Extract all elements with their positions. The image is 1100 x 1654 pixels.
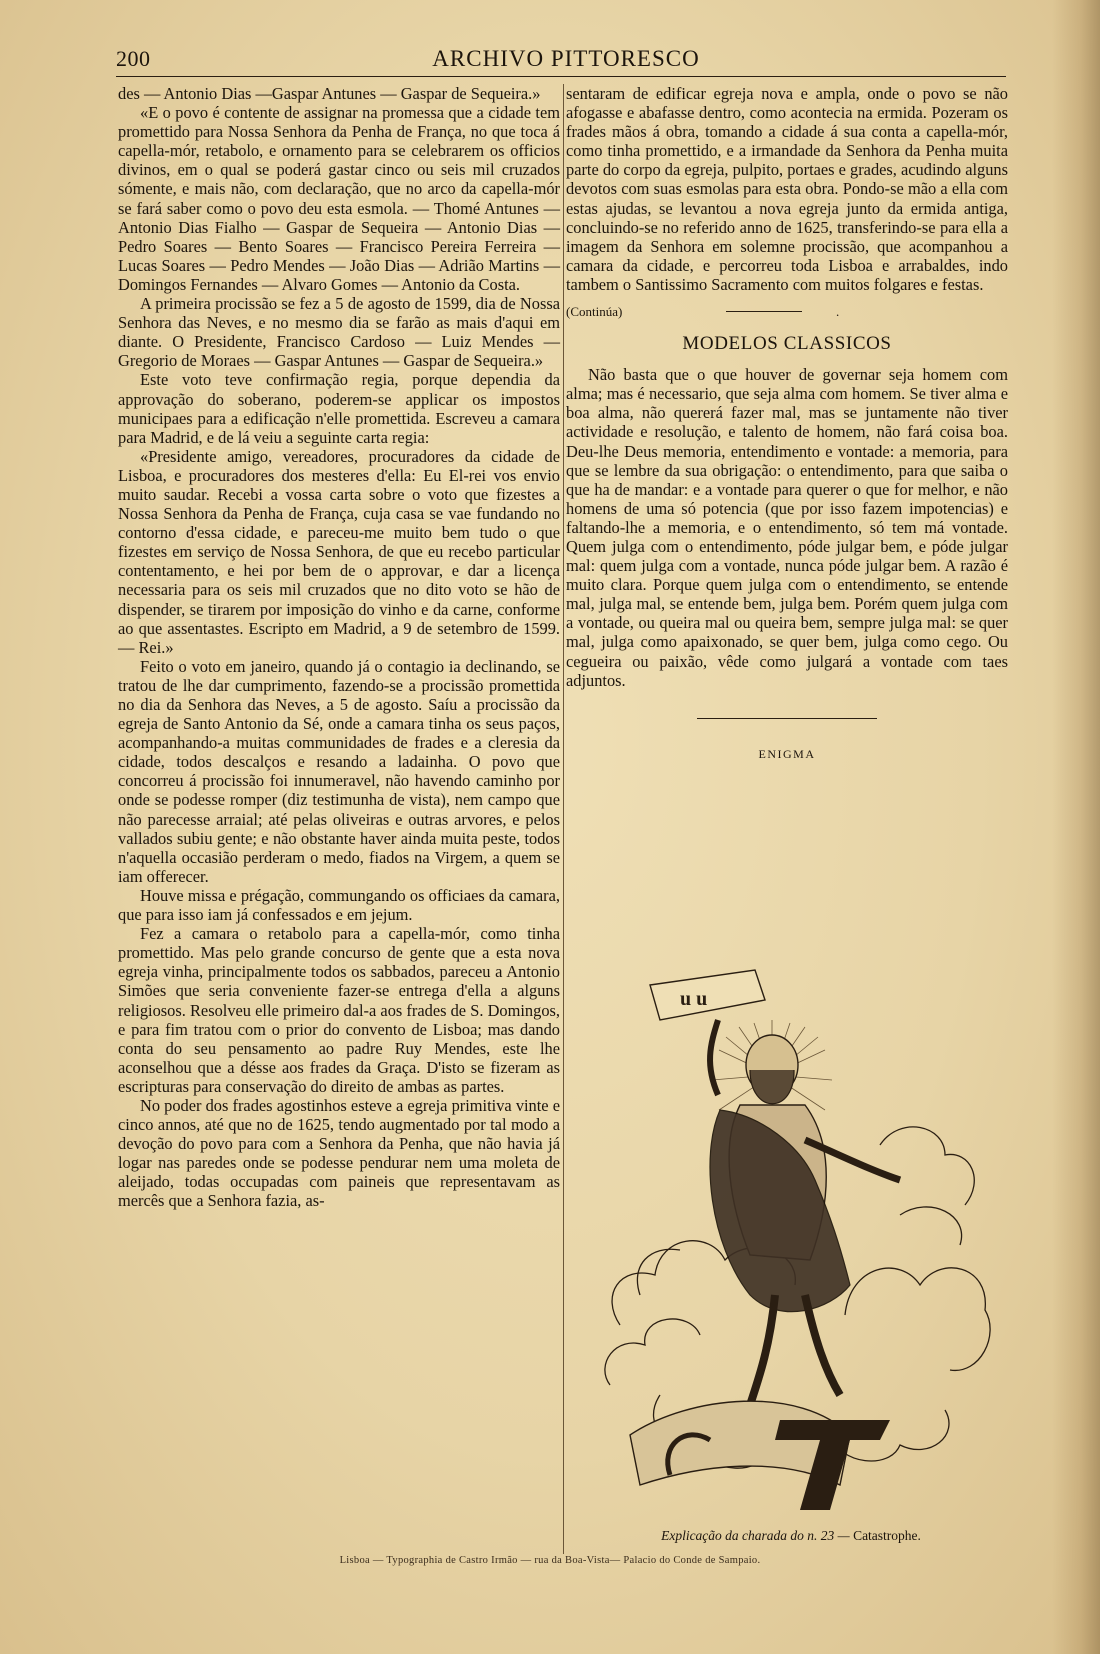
illustration-caption bbox=[576, 1528, 1006, 1544]
continued-note bbox=[566, 302, 1008, 320]
section-separator bbox=[697, 718, 877, 719]
paragraph: Houve missa e prégação, commungando os officiaes da camara, que para isso iam já confessados e em jejum. bbox=[118, 885, 560, 925]
banner-flag bbox=[650, 970, 765, 1020]
header-rule bbox=[116, 76, 1006, 77]
column-rule bbox=[563, 84, 564, 1554]
caption-answer: Catastrophe. bbox=[853, 1528, 921, 1543]
paragraph: Não basta que o que houver de governar seja homem com alma; mas é necessario, que seja alma com homem. Se tiver alma e boa alma, não quererá fazer mal, mas se juntamente não tiver actividade e resolução, e talento de homem, não fará coisa boa. Deu-lhe Deus memoria, entendimento e vontade: a memoria, para que se lembre da sua obrigação: o entendimento, para que saiba o que ha de mandar: e a vontade para querer o que for melhor, e não homens de uma só potencia (que por isso fazem impotencias) e faltando-lhe a memoria, e o entendimento, só tem má vontade. Quem julga com o entendimento, póde julgar bem, e póde julgar mal: quem julga com a vontade, nunca póde julgar bem. A razão é muito clara. Porque quem julga com o entendimento, se entende mal, julga mal, se entende bem, julga bem. Porém quem julga com a vontade, ou queira mal ou queira bem, sempre julga mal: se quer mal, julga como apaixonado, se quer bem, julga como cego. Ou cegueira ou paixão, vêde como julgará a vontade com taes adjuntos. bbox=[566, 365, 1008, 690]
caption-explanation: Explicação da charada do n. 23 — bbox=[661, 1528, 850, 1543]
paragraph: «Presidente amigo, vereadores, procuradores da cidade de Lisboa, e procuradores dos mesteres d'ella: Eu El-rei vos envio muito saudar. Recebi a vossa carta sobre o voto que fizestes a Nossa Senhora da Penha de França, cuja casa se vae fundando no contorno d'essa cidade, e pareceu-me muito bem tudo o que fizestes em serviço de Nossa Senhora, de que eu recebo particular contentamento, e hei por bem de o approvar, e dar a licença necessaria para os seis mil cruzados que no dito voto se hão de dispender, se tirarem por imposição do vinho e da carne, conforme ao que assentastes. Escripto em Madrid, a 9 de setembro de 1599. — Rei.» bbox=[118, 446, 560, 657]
page-header bbox=[116, 40, 1016, 74]
raised-arm bbox=[710, 1020, 718, 1095]
figure-leg bbox=[805, 1295, 840, 1395]
paragraph: Feito o voto em janeiro, quando já o contagio ia declinando, se tratou de lhe dar cumprimento, fazendo-se a procissão promettida no dia da Senhora das Neves, a 5 de agosto. Saíu a procissão da egreja de Santo Antonio da Sé, onde a camara tinha os seus paços, acompanhando-a muitas communidades de frades e a cleresia da cidade, todos descalços e resando a ladainha. O povo que concorreu á procissão foi innumeravel, não havendo caminho por onde se podesse romper (diz testimunha de vista), nem campo que não parecesse arraial; até pelas oliveiras e outras arvores, e pelos vallados subiu gente; e não obstante haver ainda muita peste, todos n'aquella occasião perderam o medo, fiados na Virgem, a quem se iam offerecer. bbox=[118, 656, 560, 886]
paragraph: A primeira procissão se fez a 5 de agosto de 1599, dia de Nossa Senhora das Neves, e no mesmo dia se farão as mais d'aqui em diante. O Presidente, Francisco Cardoso — Luiz Mendes — Gregorio de Moraes — Gaspar Antunes — Gaspar de Sequeira.» bbox=[118, 294, 560, 371]
left-column bbox=[118, 84, 560, 1211]
figure-drape bbox=[710, 1110, 850, 1312]
section-title: MODELOS CLASSICOS bbox=[682, 333, 892, 355]
banner-text: u u bbox=[680, 988, 708, 1010]
continued-dot: . bbox=[836, 304, 840, 320]
imprint-footer: Lisboa — Typographia de Castro Irmão — rua da Boa-Vista— Palacio do Conde de Sampaio. bbox=[339, 1555, 761, 1566]
page-edge-shadow bbox=[1052, 0, 1100, 1654]
paragraph: «E o povo é contente de assignar na promessa que a cidade tem promettido para Nossa Senhora da Penha de França, no que toca á capella-mór, retabolo, e ornamento para se celebrarem os officios divinos, em o qual se poderá gastar cinco ou seis mil cruzados sómente, e mais não, com declaração, que no arco da capella-mór se fará saber como o povo deu esta esmola. — Thomé Antunes — Antonio Dias Fialho — Gaspar de Sequeira — Antonio Dias — Pedro Soares — Bento Soares — Francisco Pereira Ferreira — Lucas Soares — Pedro Mendes — João Dias — Adrião Martins — Domingos Fernandes — Alvaro Gomes — Antonio da Costa. bbox=[118, 103, 560, 294]
paragraph: Fez a camara o retabolo para a capella-mór, como tinha promettido. Mas pelo grande concurso de gente que a esta nova egreja vinha, principalmente todos os sabbados, pareceu a Antonio Simões que seria conveniente fazer-se entrega d'ella a alguns religiosos. Resolveu elle primeiro dal-a aos frades de S. Domingos, e para fim tratou com o prior do convento de Lisboa; mas dando conta do seu pensamento ao padre Ruy Mendes, este lhe aconselhou que a désse aos frades da Graça. D'isto se fizeram as escripturas para conservação do direito de ambas as partes. bbox=[118, 924, 560, 1096]
right-column bbox=[566, 84, 1008, 764]
continued-rule bbox=[726, 311, 802, 312]
paragraph: No poder dos frades agostinhos esteve a egreja primitiva vinte e cinco annos, até que no de 1625, tendo augmentado por tal modo a devoção do povo para com a Senhora da Penha, que não havia já logar nas paredes onde se podesse pendurar nem uma moleta de aleijado, todas occupadas com paineis que representavam as mercês que a Senhora fazia, as- bbox=[118, 1095, 560, 1211]
page-number: 200 bbox=[116, 46, 151, 71]
enigma-title: ENIGMA bbox=[758, 746, 816, 761]
paragraph: sentaram de edificar egreja nova e ampla, onde o povo se não afogasse e abafasse dentro, como acontecia na ermida. Pozeram os frades mãos á obra, tomando a cidade á sua conta a capella-mór, como tinha promettido, e a irmandade da Senhora da Penha muita parte do corpo da egreja, pulpito, portaes e grades, acudindo alguns devotos com suas esmolas para esta obra. Pondo-se mão a ella com estas ajudas, se levantou a nova egreja junto da ermida antiga, concluindo-se no referido anno de 1625, transferindo-se para ella a imagem da Senhora em solemne procissão, que acompanhou a camara da cidade, e percorreu toda Lisboa e arrabaldes, indo tambem o Santissimo Sacramento com muitos folgares e festas. bbox=[566, 84, 1008, 294]
running-title: ARCHIVO PITTORESCO bbox=[432, 46, 700, 71]
paragraph: Este voto teve confirmação regia, porque dependia da approvação do soberano, poderem-se applicar os impostos municipaes para a edificação n'elle promettida. Escreveu a camara para Madrid, e de lá veiu a seguinte carta regia: bbox=[118, 370, 560, 447]
continued-label: (Continúa) bbox=[566, 304, 623, 320]
figure-beard bbox=[750, 1070, 794, 1104]
enigma-illustration bbox=[600, 965, 1000, 1530]
paragraph: des — Antonio Dias —Gaspar Antunes — Gaspar de Sequeira.» bbox=[118, 84, 541, 103]
figure-leg bbox=[750, 1295, 775, 1405]
